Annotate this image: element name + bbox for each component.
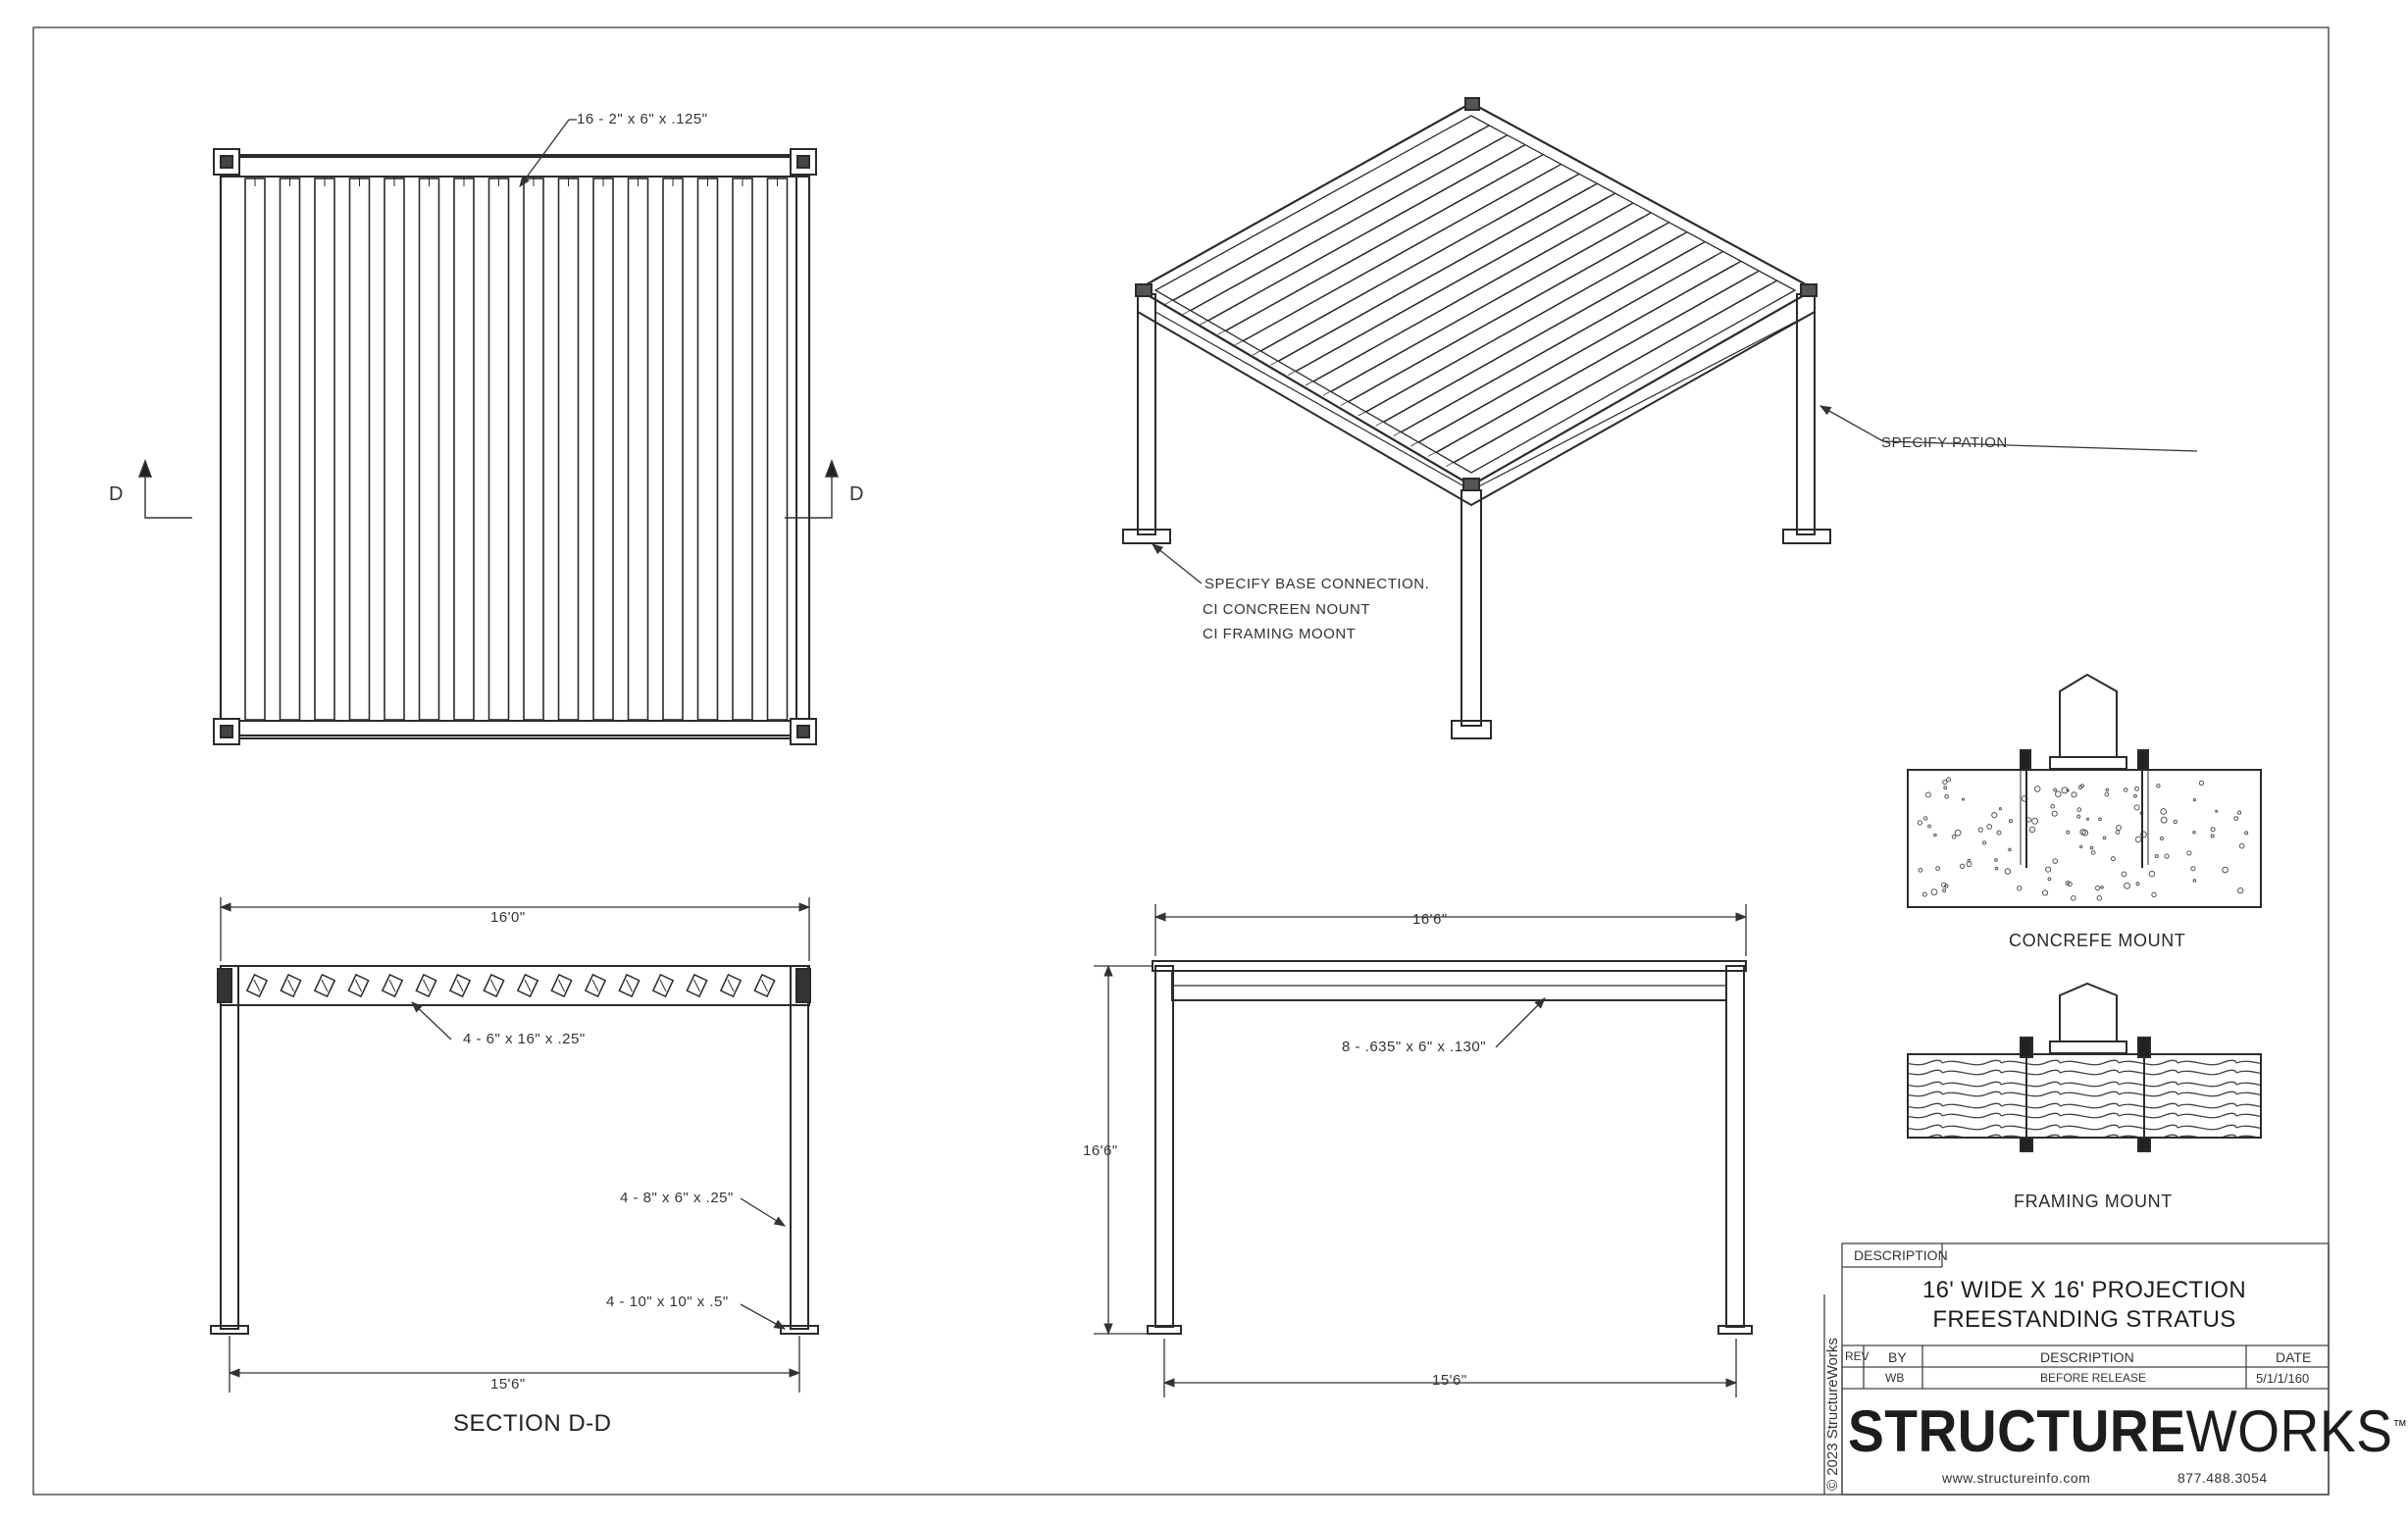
elevation-dim-top: 16'6" <box>1412 911 1448 928</box>
section-mark-right <box>785 461 838 518</box>
plan-louver <box>733 178 752 720</box>
plan-louver <box>454 178 474 720</box>
framing-mount-label: FRAMING MOUNT <box>2014 1192 2173 1211</box>
section-louvers <box>247 975 775 996</box>
plan-louver <box>245 178 265 720</box>
section-callout-louvers: 4 - 6" x 16" x .25" <box>463 1031 586 1047</box>
concrete-mount-detail <box>1908 675 2261 907</box>
iso-callout-leader-right <box>1820 406 1883 441</box>
brand-mark: ™ <box>2392 1418 2408 1435</box>
tb-col-by: BY <box>1888 1349 1907 1365</box>
plan-louver <box>663 178 683 720</box>
iso-base-note-3: CI FRAMING MOONT <box>1203 626 1357 642</box>
isometric-view <box>1123 98 1830 738</box>
section-dim-top: 16'0" <box>490 909 526 926</box>
iso-callout-right: SPECIFY PATION <box>1881 434 2008 451</box>
section-louver-web <box>322 980 328 991</box>
section-dim-bottom: 15'6" <box>490 1376 526 1393</box>
concrete-mount-label: CONCREFE MOUNT <box>2009 931 2186 950</box>
tb-row-date: 5/1/1/160 <box>2256 1371 2310 1386</box>
iso-base-note-1: SPECIFY BASE CONNECTION. <box>1204 576 1430 592</box>
plan-louver <box>524 178 543 720</box>
tb-description-header: DESCRIPTION <box>1854 1247 1948 1263</box>
tb-col-date: DATE <box>2276 1349 2312 1365</box>
brand-bold: STRUCTURE <box>1848 1398 2186 1464</box>
section-louver-web <box>457 980 463 991</box>
plan-louver <box>315 178 334 720</box>
section-louver-web <box>559 980 565 991</box>
tb-title-line2: FREESTANDING STRATUS <box>1932 1306 2236 1333</box>
section-louver-web <box>491 980 497 991</box>
plan-callout-top: 16 - 2" x 6" x .125" <box>577 111 708 127</box>
section-louver-web <box>525 980 531 991</box>
section-louver-web <box>627 980 633 991</box>
section-louver-web <box>762 980 768 991</box>
plan-louver <box>593 178 613 720</box>
plan-louvers <box>245 177 788 720</box>
framing-mount-detail <box>1908 984 2261 1151</box>
section-callout-post: 4 - 8" x 6" x .25" <box>620 1190 734 1206</box>
section-view <box>211 966 818 1334</box>
plan-louver <box>629 178 648 720</box>
tb-copyright-vertical: © 2023 StructureWorks <box>1824 1338 1841 1491</box>
tb-website: www.structureinfo.com <box>1942 1470 2091 1486</box>
section-louver-web <box>389 980 395 991</box>
section-mark-left <box>139 461 192 518</box>
plan-louver <box>489 178 509 720</box>
tb-row-by: WB <box>1885 1371 1905 1385</box>
iso-base-note-2: CI CONCREEN NOUNT <box>1203 601 1371 618</box>
section-louver-web <box>424 980 430 991</box>
section-title: SECTION D-D <box>453 1410 612 1437</box>
section-louver-web <box>288 980 294 991</box>
section-louver-web <box>356 980 362 991</box>
brand-light: WORKS <box>2185 1398 2393 1464</box>
plan-louver <box>350 178 370 720</box>
plan-louver <box>281 178 300 720</box>
iso-callout-leader-base <box>1153 544 1202 583</box>
elevation-dimensions <box>1094 904 1746 1397</box>
tb-col-rev: REV <box>1845 1349 1870 1363</box>
section-mark-left-label: D <box>109 483 124 505</box>
tb-row-description: BEFORE RELEASE <box>2040 1371 2147 1385</box>
section-louver-web <box>728 980 734 991</box>
plan-louver <box>698 178 718 720</box>
section-callout-base: 4 - 10" x 10" x .5" <box>606 1294 729 1310</box>
elevation-dim-left: 16'6" <box>1083 1142 1118 1159</box>
tb-col-description: DESCRIPTION <box>2040 1349 2134 1365</box>
section-dimensions <box>221 897 809 1393</box>
section-louver-web <box>592 980 598 991</box>
tb-title-line1: 16' WIDE X 16' PROJECTION <box>1921 1277 2247 1303</box>
section-mark-right-label: D <box>849 483 864 505</box>
plan-louver <box>384 178 404 720</box>
plan-louver <box>420 178 439 720</box>
section-louver-web <box>254 980 260 991</box>
section-louver-web <box>694 980 700 991</box>
plan-view <box>214 149 816 744</box>
elevation-dim-bottom: 15'6" <box>1432 1372 1467 1389</box>
tb-phone: 877.488.3054 <box>2177 1470 2268 1486</box>
plan-louver <box>559 178 579 720</box>
section-louver-web <box>660 980 666 991</box>
sheet-border <box>33 27 2329 1495</box>
elevation-view <box>1148 961 1752 1334</box>
plan-louver <box>768 178 788 720</box>
elevation-callout-beam: 8 - .635" x 6" x .130" <box>1342 1039 1487 1055</box>
brand-logo <box>1848 1398 2408 1464</box>
